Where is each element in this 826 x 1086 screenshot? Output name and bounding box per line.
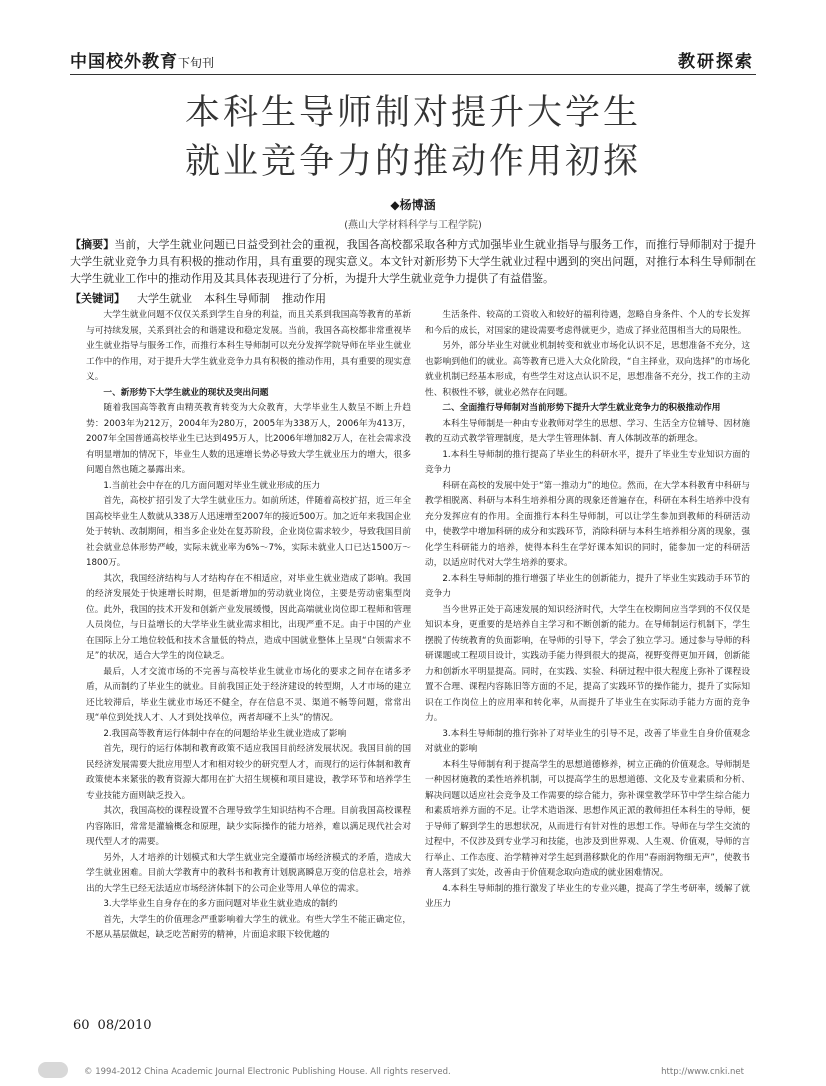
body-paragraph: 当今世界正处于高速发展的知识经济时代，大学生在校期间应当学到的不仅仅是知识本身，更重要的是培养自主学习和不断创新的能力。在导师制运行机制下，学生摆脱了传统教育的负面影响，在导师的引导下，学会了独立学习。通过参与导师的科研课题或工程项目设计，实践动手能力得到很大的提高，视野变得更加开阔，创新能力和创新水平明显提高。同时，在实践、实验、科研过程中很大程度上弥补了课程设置不合理、课程内容陈旧等方面的不足，提高了实践环节的操作能力，提升了实际知识在工作岗位上的应用率和转化率，从而提升了毕业生在实际动手能力方面的竞争力。 bbox=[425, 604, 750, 723]
keyword: 推动作用 bbox=[282, 292, 326, 305]
body-paragraph: 4.本科生导师制的推行激发了毕业生的专业兴趣，提高了学生考研率，缓解了就业压力 bbox=[425, 883, 750, 909]
body-paragraph: 1.当前社会中存在的几方面问题对毕业生就业形成的压力 bbox=[103, 480, 321, 491]
section-name: 教研探索 bbox=[678, 52, 754, 72]
body-paragraph: 3.本科生导师制的推行弥补了对毕业生的引导不足，改善了毕业生自身价值观念对就业的影响 bbox=[425, 728, 750, 754]
body-paragraph: 本科生导师制是一种由专业教师对学生的思想、学习、生活全方位辅导、因材施教的互动式教学管理制度，是大学生管理体制、育人体制改革的新理念。 bbox=[425, 418, 750, 444]
body-paragraph: 随着我国高等教育由精英教育转变为大众教育，大学毕业生人数呈不断上升趋势：2003年为212万，2004年为280万，2005年为338万人，2006年为413万，2007年全国普通高校毕业生已达到495万人，比2006年增加82万人，在社会需求没有明显增加的情况下，毕业生人数的迅速增长势必导致大学生就业压力的增大，很多问题自然也随之暴露出来。 bbox=[86, 403, 411, 475]
body-paragraph: 本科生导师制有利于提高学生的思想道德修养，树立正确的价值观念。导师制是一种因材施教的柔性培养机制，可以提高学生的思想道德、文化及专业素质和分析、解决问题以适应社会竞争及工作需要的综合能力，弥补课堂教学环节中学生综合能力和素质培养方面的不足。让学术造诣深、思想作风正派的教师担任本科生的导师，便于导师了解到学生的思想状况，从而进行有针对性的思想工作。导师在与学生交流的过程中，不仅涉及到专业学习和技能，也涉及到世界观、人生观、价值观，导师的言行举止、工作态度、治学精神对学生起到潜移默化的作用“春雨润物细无声”，使教书育人落到了实处，改善由于价值观念取向造成的就业困难情况。 bbox=[425, 759, 750, 878]
article-title-line-1: 本科生导师制对提升大学生 bbox=[184, 93, 641, 133]
journal-issue-type: 下旬刊 bbox=[178, 56, 215, 70]
journal-header bbox=[70, 47, 214, 72]
keyword: 本科生导师制 bbox=[204, 292, 270, 305]
body-paragraph: 首先，大学生的价值理念严重影响着大学生的就业。有些大学生不能正确定位，不愿从基层做起，缺乏吃苦耐劳的精神，片面追求眼下较优越的 bbox=[86, 914, 411, 940]
body-column-left bbox=[86, 308, 411, 944]
body-paragraph: 2.我国高等教育运行体制中存在的问题给毕业生就业造成了影响 bbox=[103, 728, 347, 739]
abstract-text: 当前，大学生就业问题已日益受到社会的重视，我国各高校都采取各种方式加强毕业生就业指导与服务工作，而推行导师制对于提升大学生就业竞争力具有积极的推动作用，具有重要的现实意义。本文针对新形势下大学生就业过程中遇到的突出问题，对推行本科生导师制在大学生就业工作中的推动作用及其具体表现进行了分析，为提升大学生就业竞争力提供了有益借鉴。 bbox=[70, 238, 756, 285]
body-paragraph: 其次，我国高校的课程设置不合理导致学生知识结构不合理。目前我国高校课程内容陈旧，常常是灌输概念和原理，缺少实际操作的能力培养，难以满足现代社会对现代型人才的需要。 bbox=[86, 806, 411, 847]
body-paragraph: 另外，部分毕业生对就业机制转变和就业市场化认识不足，思想准备不充分，这也影响到他们的就业。高等教育已进入大众化阶段，“自主择业，双向选择”的市场化就业机制已经基本形成，有些学生对这点认识不足，思想准备不充分，找工作的主动性、积极性不够，就业必然存在问题。 bbox=[425, 341, 750, 398]
body-paragraph: 科研在高校的发展中处于“第一推动力”的地位。然而，在大学本科教育中科研与教学相脱离、科研与本科生培养相分离的现象还普遍存在，科研在本科生培养中没有充分发挥应有的作用。全面推行本科生导师制，可以让学生参加到教师的科研活动中，使教学中增加科研的成分和实践环节，消除科研与本科生培养相分离的现象，强化学生科研能力的培养，使得本科生在学好课本知识的同时，能参加一定的科研活动，以适应时代对大学生培养的要求。 bbox=[425, 480, 750, 568]
section-heading: 二、全面推行导师制对当前形势下提升大学生就业竞争力的积极推动作用 bbox=[442, 403, 721, 413]
body-paragraph: 首先，高校扩招引发了大学生就业压力。如前所述，伴随着高校扩招，近三年全国高校毕业生人数就从338万人迅速增至2007年的接近500万。加之近年来我国企业处于转轨、改制期间，相当多企业处在复苏阶段，企业岗位需求较少，导致我国目前社会就业总体形势严峻，实际未就业率为6%～7%，实际未就业人口已达1500万～1800万。 bbox=[86, 496, 411, 568]
abstract-label: 【摘要】 bbox=[70, 238, 115, 251]
cnki-logo-icon bbox=[38, 1062, 68, 1078]
article-title-line-2: 就业竞争力的推动作用初探 bbox=[184, 142, 641, 182]
page-footer bbox=[65, 1018, 152, 1033]
body-paragraph: 大学生就业问题不仅仅关系到学生自身的利益，而且关系到我国高等教育的革新与可持续发展，关系到社会的和谐建设和稳定发展。当前，我国各高校都非常重视毕业生就业指导与服务工作，而推行本科生导师制可以充分发挥学院导师在毕业生就业工作中的作用，对于提升大学生就业竞争力具有积极的推动作用，具有重要的现实意义。 bbox=[86, 310, 411, 382]
keyword: 大学生就业 bbox=[137, 292, 192, 305]
author: ◆杨博涵 bbox=[390, 198, 436, 212]
affiliation: (燕山大学材料科学与工程学院) bbox=[344, 220, 482, 231]
issue-date: 08/2010 bbox=[97, 1018, 152, 1033]
keywords bbox=[70, 290, 756, 306]
section-heading: 一、新形势下大学生就业的现状及突出问题 bbox=[103, 387, 269, 398]
body-paragraph: 2.本科生导师制的推行增强了毕业生的创新能力，提升了毕业生实践动手环节的竞争力 bbox=[425, 573, 750, 599]
body-paragraph: 3.大学毕业生自身存在的多方面问题对毕业生就业造成的制约 bbox=[103, 899, 338, 909]
body-paragraph: 生活条件、较高的工资收入和较好的福利待遇，忽略自身条件、个人的专长发挥和今后的成长，对国家的建设需要考虑得就更少，造成了择业范围相当大的局限性。 bbox=[425, 310, 750, 336]
page-number: 60 bbox=[73, 1018, 90, 1033]
body-paragraph: 首先，现行的运行体制和教育政策不适应我国目前经济发展状况。我国目前的国民经济发展需要大批应用型人才和相对较少的研究型人才，而现行的运行体制和教育政策使本来紧张的教育资源大都用在扩大招生规模和项目建设，教学环节和培养学生专业技能方面则缺乏投入。 bbox=[86, 744, 411, 801]
keywords-label: 【关键词】 bbox=[70, 292, 125, 305]
journal-name: 中国校外教育 bbox=[70, 52, 178, 72]
header-divider bbox=[70, 74, 756, 75]
copyright-text: © 1994-2012 China Academic Journal Electronic Publishing House. All rights reserved. bbox=[84, 1067, 451, 1077]
body-paragraph: 另外，人才培养的计划模式和大学生就业完全遵循市场经济模式的矛盾，造成大学生就业困难。目前大学教育中的教科书和教育计划脱离瞬息万变的信息社会，培养出的大学生已经无法适应市场经济体制下的公司企业等用人单位的需求。 bbox=[86, 852, 411, 894]
body-paragraph: 最后，人才交流市场的不完善与高校毕业生就业市场化的要求之间存在诸多矛盾，从而制约了毕业生的就业。目前我国正处于经济建设的转型期，人才市场的建立还比较滞后，毕业生就业市场还不健全，存在信息不灵、渠道不畅等问题，常常出现“单位到处找人才、人才到处找单位，两者却碰不上头”的情况。 bbox=[86, 666, 411, 723]
body-column-right bbox=[425, 308, 750, 913]
body-paragraph: 其次，我国经济结构与人才结构存在不相适应，对毕业生就业造成了影响。我国的经济发展处于快速增长时期，但是新增加的劳动就业岗位，主要是劳动密集型岗位。此外，我国的技术开发和创新产业发展缓慢，因此高端就业岗位即工程师和管理人员岗位，与日益增长的大学毕业生就业需求相比，出现严重不足。由于中国的产业在国际上分工地位较低和技术含量低的特点，造成中国就业整体上呈现“白领需求不足”的状况，适合大学生的岗位缺乏。 bbox=[86, 573, 411, 661]
cnki-url-link[interactable]: http://www.cnki.net bbox=[661, 1067, 744, 1077]
body-paragraph: 1.本科生导师制的推行提高了毕业生的科研水平，提升了毕业生专业知识方面的竞争力 bbox=[425, 449, 750, 475]
abstract bbox=[70, 236, 756, 287]
